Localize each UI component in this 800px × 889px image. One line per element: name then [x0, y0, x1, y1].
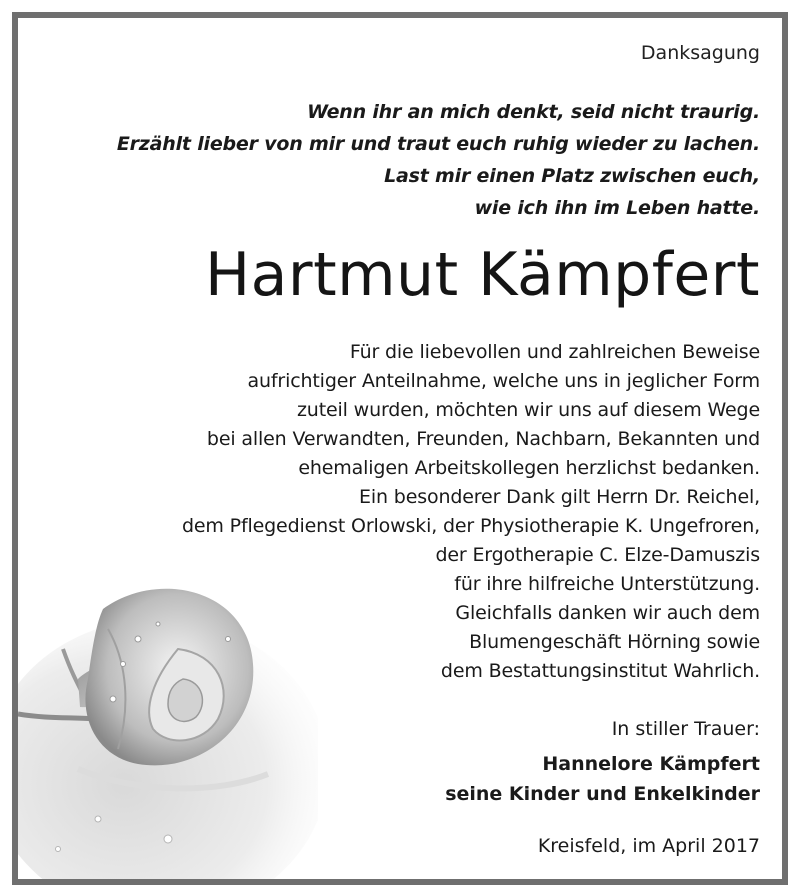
- text-line: Ein besonderer Dank gilt Herrn Dr. Reichel,: [359, 486, 760, 508]
- text-line: für ihre hilfreiche Unterstützung.: [454, 573, 760, 595]
- text-line: zuteil wurden, möchten wir uns auf diesem Wege: [296, 399, 760, 421]
- place-date: Kreisfeld, im April 2017: [537, 835, 760, 857]
- deceased-name: Hartmut Kämpfert: [205, 240, 760, 310]
- text-line: bei allen Verwandten, Freunden, Nachbarn, Bekannten und: [206, 428, 760, 450]
- obituary-notice: [12, 12, 788, 885]
- signer-line: seine Kinder und Enkelkinder: [445, 783, 760, 805]
- poem-line: Erzählt lieber von mir und traut euch ruhig wieder zu lachen.: [116, 133, 760, 155]
- text-line: ehemaligen Arbeitskollegen herzlichst bedanken.: [298, 457, 760, 479]
- poem-line: Last mir einen Platz zwischen euch,: [384, 165, 760, 187]
- signers: [445, 749, 760, 809]
- mourning-label: In stiller Trauer:: [611, 718, 760, 740]
- text-line: dem Bestattungsinstitut Wahrlich.: [440, 660, 760, 682]
- text-line: Gleichfalls danken wir auch dem: [455, 602, 760, 624]
- signer-line: Hannelore Kämpfert: [542, 753, 760, 775]
- text-line: aufrichtiger Anteilnahme, welche uns in jeglicher Form: [247, 370, 760, 392]
- notice-heading: Danksagung: [640, 42, 760, 64]
- text-line: dem Pflegedienst Orlowski, der Physiotherapie K. Ungefroren,: [181, 515, 760, 537]
- text-line: der Ergotherapie C. Elze-Damuszis: [435, 544, 760, 566]
- thanks-text: [182, 338, 760, 686]
- poem: [117, 96, 760, 224]
- text-line: Für die liebevollen und zahlreichen Beweise: [349, 341, 760, 363]
- poem-line: Wenn ihr an mich denkt, seid nicht traurig.: [307, 101, 760, 123]
- text-line: Blumengeschäft Hörning sowie: [469, 631, 760, 653]
- poem-line: wie ich ihn im Leben hatte.: [474, 197, 760, 219]
